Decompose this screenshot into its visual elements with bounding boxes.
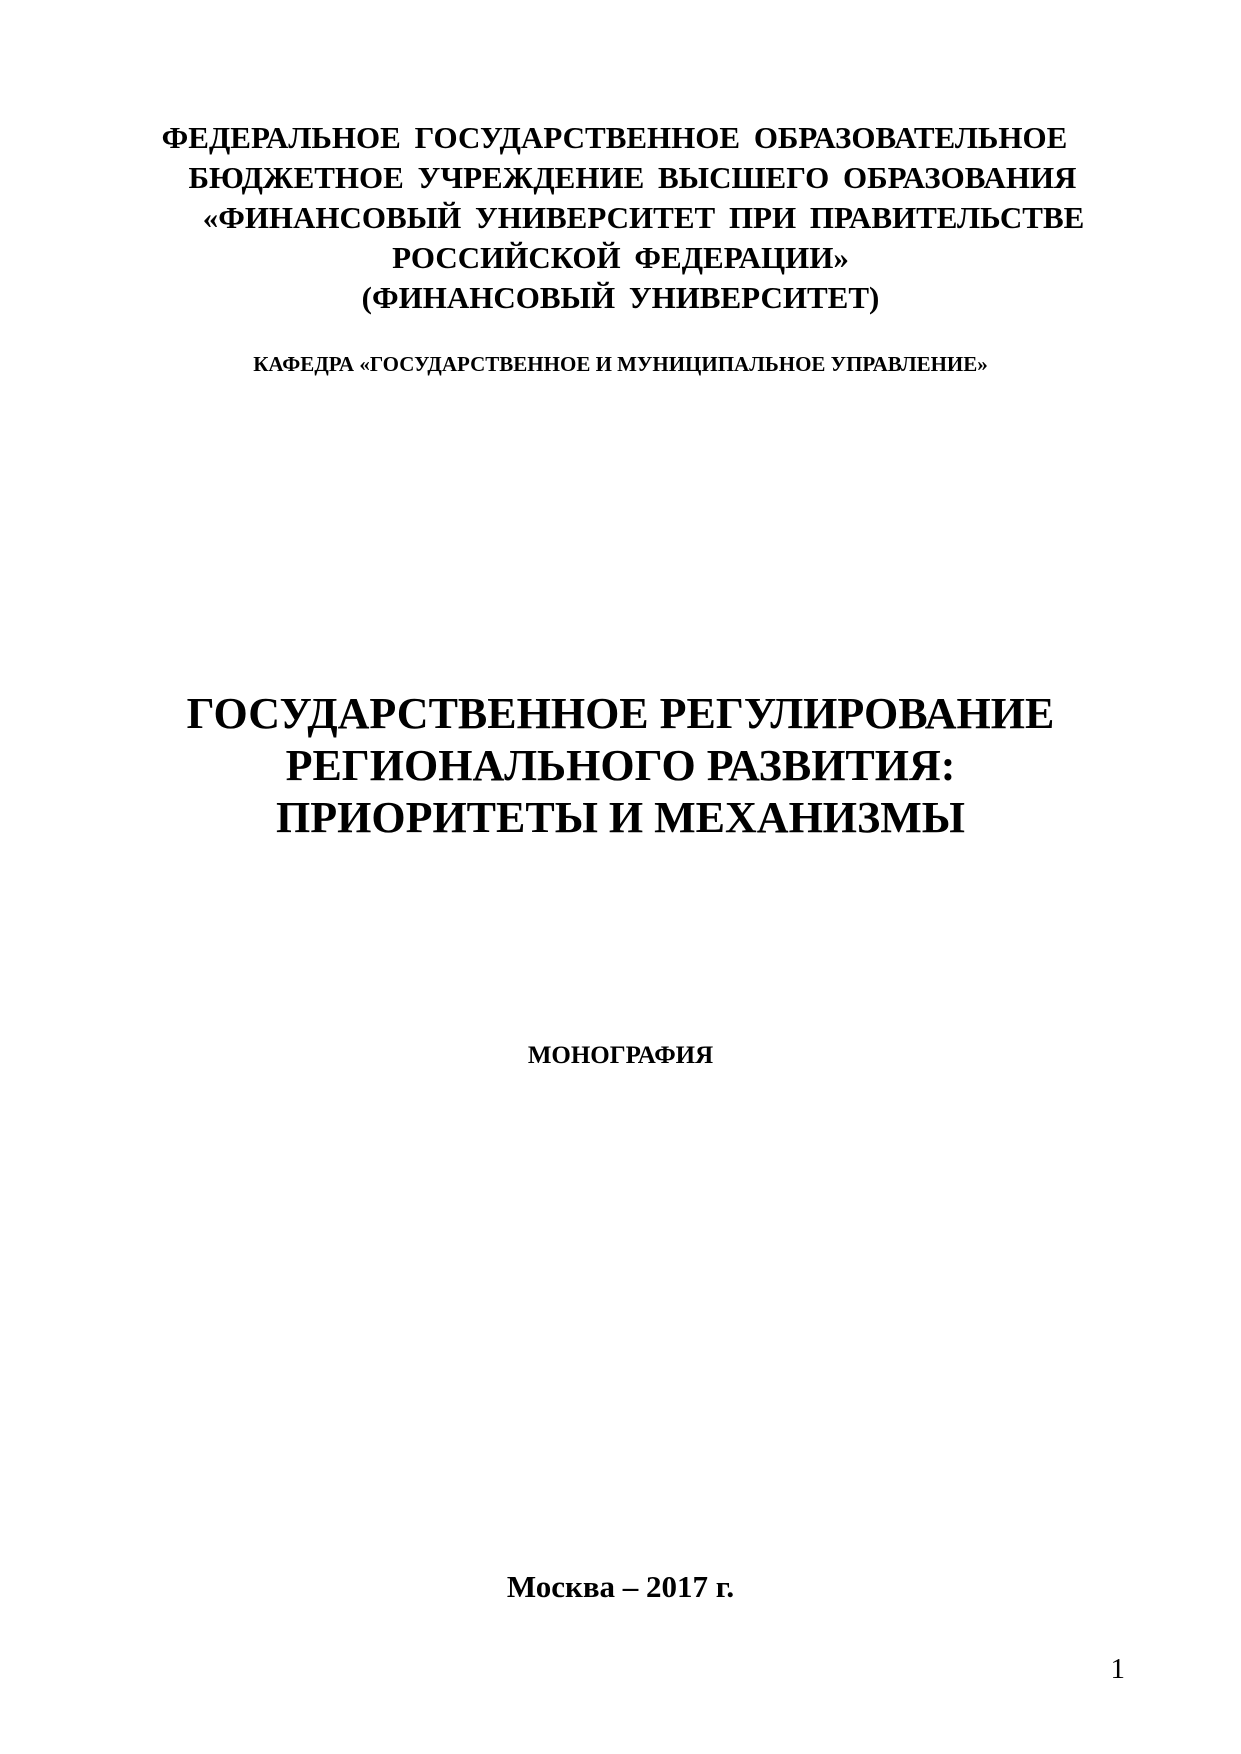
- document-title: [0, 688, 1241, 844]
- title-line: РЕГИОНАЛЬНОГО РАЗВИТИЯ:: [285, 741, 956, 790]
- page-number: 1: [1110, 1653, 1125, 1685]
- institution-line: БЮДЖЕТНОЕ УЧРЕЖДЕНИЕ ВЫСШЕГО ОБРАЗОВАНИЯ: [188, 160, 1077, 195]
- department-name: КАФЕДРА «ГОСУДАРСТВЕННОЕ И МУНИЦИПАЛЬНОЕ УПРАВЛЕНИЕ»: [253, 352, 988, 376]
- institution-name: [0, 118, 1241, 318]
- city-and-year: Москва – 2017 г.: [506, 1569, 735, 1604]
- institution-line: РОССИЙСКОЙ ФЕДЕРАЦИИ»: [392, 240, 849, 275]
- institution-line: ФЕДЕРАЛЬНОЕ ГОСУДАРСТВЕННОЕ ОБРАЗОВАТЕЛЬНОЕ: [161, 120, 1068, 155]
- institution-line: (ФИНАНСОВЫЙ УНИВЕРСИТЕТ): [361, 280, 880, 315]
- institution-line: «ФИНАНСОВЫЙ УНИВЕРСИТЕТ ПРИ ПРАВИТЕЛЬСТВЕ: [202, 200, 1085, 235]
- title-line: ПРИОРИТЕТЫ И МЕХАНИЗМЫ: [276, 793, 965, 842]
- document-genre: МОНОГРАФИЯ: [527, 1042, 714, 1069]
- title-line: ГОСУДАРСТВЕННОЕ РЕГУЛИРОВАНИЕ: [186, 689, 1055, 738]
